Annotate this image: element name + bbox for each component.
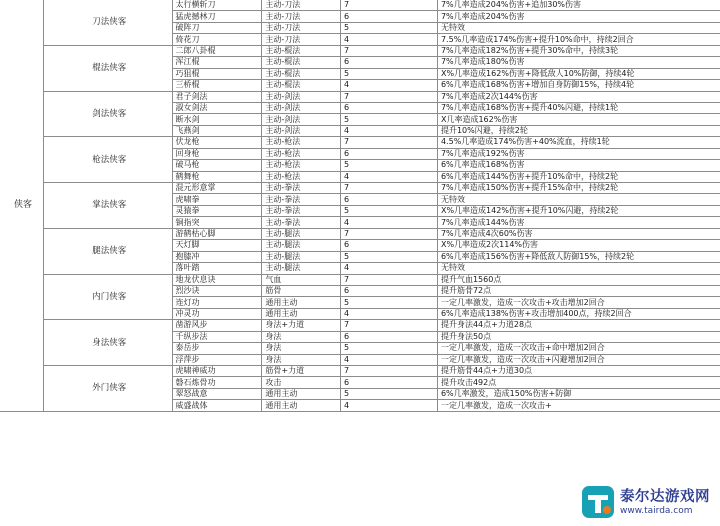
skill-effect-cell: 提升身法50点 [437,331,720,342]
site-watermark [576,478,720,526]
skill-type-cell: 主动-剑法 [262,91,341,102]
skill-name-cell: 浑江棍 [172,57,262,68]
skill-effect-cell: 提升身法44点+力道28点 [437,320,720,331]
skill-type-cell: 主动-拳法 [262,194,341,205]
skill-type-cell: 身法+力道 [262,320,341,331]
skill-effect-cell: 6%几率造成144%伤害+提升10%命中，持续2轮 [437,171,720,182]
table-row [0,320,720,331]
category-cell: 外门侠客 [43,366,172,412]
skill-type-cell: 通用主动 [262,308,341,319]
skill-lvl-cell: 6 [340,377,437,388]
watermark-title: 泰尔达游戏网 [620,488,710,505]
skill-lvl-cell: 4 [340,354,437,365]
skill-name-cell: 地龙伏息诀 [172,274,262,285]
skill-type-cell: 主动-剑法 [262,114,341,125]
skill-type-cell: 身法 [262,343,341,354]
skill-name-cell: 灵猿拳 [172,205,262,216]
skill-lvl-cell: 4 [340,80,437,91]
table-row [0,183,720,194]
skill-effect-cell: 7.5%几率造成174%伤害+提升10%命中，持续2回合 [437,34,720,45]
skill-type-cell: 筋骨 [262,285,341,296]
skill-name-cell: 回身枪 [172,148,262,159]
skill-type-cell: 主动-拳法 [262,183,341,194]
skill-lvl-cell: 6 [340,102,437,113]
category-cell: 内门侠客 [43,274,172,320]
skill-name-cell: 连灯功 [172,297,262,308]
skill-effect-cell: 7%几率造成204%伤害 [437,11,720,22]
skill-type-cell: 主动-枪法 [262,160,341,171]
skill-name-cell: 混元形意掌 [172,183,262,194]
skill-name-cell: 虎啸拳 [172,194,262,205]
skill-effect-cell: 提升筋骨44点+力道30点 [437,366,720,377]
skill-name-cell: 破马枪 [172,160,262,171]
skill-effect-cell: 7%几率造成192%伤害 [437,148,720,159]
skill-effect-cell: X%几率造成2次114%伤害 [437,240,720,251]
skill-type-cell: 主动-剑法 [262,125,341,136]
skill-effect-cell: 一定几率激发，造成一次攻击+闪避增加2回合 [437,354,720,365]
skill-name-cell: 冲灵功 [172,308,262,319]
skill-lvl-cell: 5 [340,22,437,33]
skill-type-cell: 主动-棍法 [262,80,341,91]
skill-name-cell: 千纵步法 [172,331,262,342]
big-category-cell: 侠客 [0,0,43,411]
table-row [0,91,720,102]
skill-effect-cell: X几率造成162%伤害 [437,114,720,125]
skill-lvl-cell: 7 [340,137,437,148]
table-row [0,45,720,56]
category-cell: 棍法侠客 [43,45,172,91]
skill-lvl-cell: 6 [340,11,437,22]
skill-type-cell: 通用主动 [262,297,341,308]
skill-lvl-cell: 5 [340,297,437,308]
skill-lvl-cell: 5 [340,205,437,216]
skill-lvl-cell: 5 [340,251,437,262]
skill-effect-cell: 6%几率激发，造成150%伤害+防御 [437,388,720,399]
skill-lvl-cell: 7 [340,91,437,102]
skill-lvl-cell: 6 [340,148,437,159]
skill-effect-cell: 一定几率激发，造成一次攻击+攻击增加2回合 [437,297,720,308]
skill-type-cell: 主动-刀法 [262,0,341,11]
skill-lvl-cell: 7 [340,45,437,56]
skill-name-cell: 断水剑 [172,114,262,125]
table-row [0,274,720,285]
skill-effect-cell: 7%几率造成2次144%伤害 [437,91,720,102]
skill-name-cell: 天灯脚 [172,240,262,251]
skill-type-cell: 主动-枪法 [262,137,341,148]
watermark-url: www.tairda.com [620,505,693,516]
skill-lvl-cell: 4 [340,217,437,228]
skill-lvl-cell: 7 [340,183,437,194]
skill-effect-cell: 无特效 [437,194,720,205]
skill-type-cell: 主动-枪法 [262,171,341,182]
skill-lvl-cell: 6 [340,240,437,251]
skill-effect-cell: 6%几率造成168%伤害 [437,160,720,171]
skill-name-cell: 君子剑法 [172,91,262,102]
skill-name-cell: 猛虎撼林刀 [172,11,262,22]
skill-type-cell: 主动-拳法 [262,205,341,216]
skill-lvl-cell: 7 [340,0,437,11]
skill-lvl-cell: 7 [340,320,437,331]
skill-lvl-cell: 6 [340,194,437,205]
skill-lvl-cell: 4 [340,171,437,182]
skill-effect-cell: X%几率造成162%伤害+降低敌人10%防御，持续4轮 [437,68,720,79]
skill-name-cell: 二郎八卦棍 [172,45,262,56]
skill-effect-cell: 一定几率激发，造成一次攻击+ [437,400,720,411]
skill-name-cell: 落叶踏 [172,263,262,274]
skill-name-cell: 泰岳步 [172,343,262,354]
skill-effect-cell: 7%几率造成150%伤害+提升15%命中，持续2轮 [437,183,720,194]
skill-effect-cell: 无特效 [437,22,720,33]
skill-lvl-cell: 7 [340,274,437,285]
skill-type-cell: 气血 [262,274,341,285]
skill-name-cell: 浮萍步 [172,354,262,365]
skill-type-cell: 主动-刀法 [262,22,341,33]
site-logo-icon [580,484,616,520]
skill-effect-cell: 7%几率造成182%伤害+提升30%命中，持续3轮 [437,45,720,56]
skill-effect-cell: 7%几率造成204%伤害+追加30%伤害 [437,0,720,11]
skill-name-cell: 破阵刀 [172,22,262,33]
skill-type-cell: 主动-腿法 [262,263,341,274]
skill-type-cell: 主动-棍法 [262,68,341,79]
skill-effect-cell: 无特效 [437,263,720,274]
category-cell: 身法侠客 [43,320,172,366]
skill-type-cell: 通用主动 [262,388,341,399]
skill-effect-cell: 提升10%闪避，持续2轮 [437,125,720,136]
skill-name-cell: 威盛战体 [172,400,262,411]
skill-type-cell: 攻击 [262,377,341,388]
skill-name-cell: 太行横斩刀 [172,0,262,11]
skill-name-cell: 翠怒战意 [172,388,262,399]
skill-effect-cell: 6%几率造成156%伤害+降低敌人防御15%，持续2轮 [437,251,720,262]
skill-effect-cell: X%几率造成142%伤害+提升10%闪避，持续2轮 [437,205,720,216]
category-cell: 刀法侠客 [43,0,172,45]
skill-lvl-cell: 5 [340,160,437,171]
skill-lvl-cell: 5 [340,68,437,79]
skill-type-cell: 主动-棍法 [262,45,341,56]
skill-type-cell: 主动-腿法 [262,251,341,262]
skill-type-cell: 身法 [262,354,341,365]
skill-effect-cell: 7%几率造成180%伤害 [437,57,720,68]
table-row [0,366,720,377]
skill-lvl-cell: 5 [340,343,437,354]
skill-name-cell: 抱膝冲 [172,251,262,262]
skill-effect-cell: 6%几率造成168%伤害+增加自身防御15%，持续4轮 [437,80,720,91]
skill-name-cell: 铜指突 [172,217,262,228]
watermark-text [620,488,710,517]
skill-lvl-cell: 6 [340,57,437,68]
skill-type-cell: 主动-刀法 [262,34,341,45]
skill-name-cell: 淑女剑法 [172,102,262,113]
skill-name-cell: 倚花刀 [172,34,262,45]
skill-effect-cell: 一定几率激发，造成一次攻击+命中增加2回合 [437,343,720,354]
skill-type-cell: 筋骨+力道 [262,366,341,377]
skill-name-cell: 烈沙诀 [172,285,262,296]
skill-name-cell: 伏龙枪 [172,137,262,148]
skill-effect-cell: 7%几率造成168%伤害+提升40%闪避，持续1轮 [437,102,720,113]
table-row [0,228,720,239]
table-row [0,0,720,11]
skill-lvl-cell: 7 [340,366,437,377]
skill-lvl-cell: 6 [340,331,437,342]
skill-lvl-cell: 4 [340,125,437,136]
category-cell: 剑法侠客 [43,91,172,137]
skill-effect-cell: 提升筋骨72点 [437,285,720,296]
skill-lvl-cell: 7 [340,228,437,239]
skill-type-cell: 主动-腿法 [262,228,341,239]
skill-type-cell: 身法 [262,331,341,342]
category-cell: 腿法侠客 [43,228,172,274]
skill-name-cell: 凿游风步 [172,320,262,331]
skill-lvl-cell: 4 [340,308,437,319]
skill-type-cell: 主动-腿法 [262,240,341,251]
skill-type-cell: 主动-拳法 [262,217,341,228]
skill-type-cell: 主动-棍法 [262,57,341,68]
skill-name-cell: 游鹤枯心脚 [172,228,262,239]
skill-lvl-cell: 4 [340,34,437,45]
skill-lvl-cell: 4 [340,263,437,274]
skill-effect-cell: 6%几率造成138%伤害+攻击增加400点，持续2回合 [437,308,720,319]
skill-lvl-cell: 6 [340,285,437,296]
skill-type-cell: 主动-枪法 [262,148,341,159]
skill-name-cell: 磐石炼骨功 [172,377,262,388]
skill-name-cell: 巧狙棍 [172,68,262,79]
category-cell: 枪法侠客 [43,137,172,183]
skill-lvl-cell: 5 [340,114,437,125]
skill-lvl-cell: 4 [340,400,437,411]
category-cell: 掌法侠客 [43,183,172,229]
skill-type-cell: 主动-刀法 [262,11,341,22]
skill-effect-cell: 提升气血1560点 [437,274,720,285]
skill-effect-cell: 7%几率造成144%伤害 [437,217,720,228]
skill-lvl-cell: 5 [340,388,437,399]
skill-effect-cell: 4.5%几率造成174%伤害+40%流血，持续1轮 [437,137,720,148]
skill-effect-cell: 7%几率造成4次60%伤害 [437,228,720,239]
skill-type-cell: 主动-剑法 [262,102,341,113]
skill-effect-cell: 提升攻击492点 [437,377,720,388]
skill-name-cell: 三桥棍 [172,80,262,91]
skill-type-cell: 通用主动 [262,400,341,411]
skill-name-cell: 鹤舞枪 [172,171,262,182]
skill-name-cell: 虎啸神威功 [172,366,262,377]
skill-name-cell: 飞燕剑 [172,125,262,136]
table-row [0,137,720,148]
